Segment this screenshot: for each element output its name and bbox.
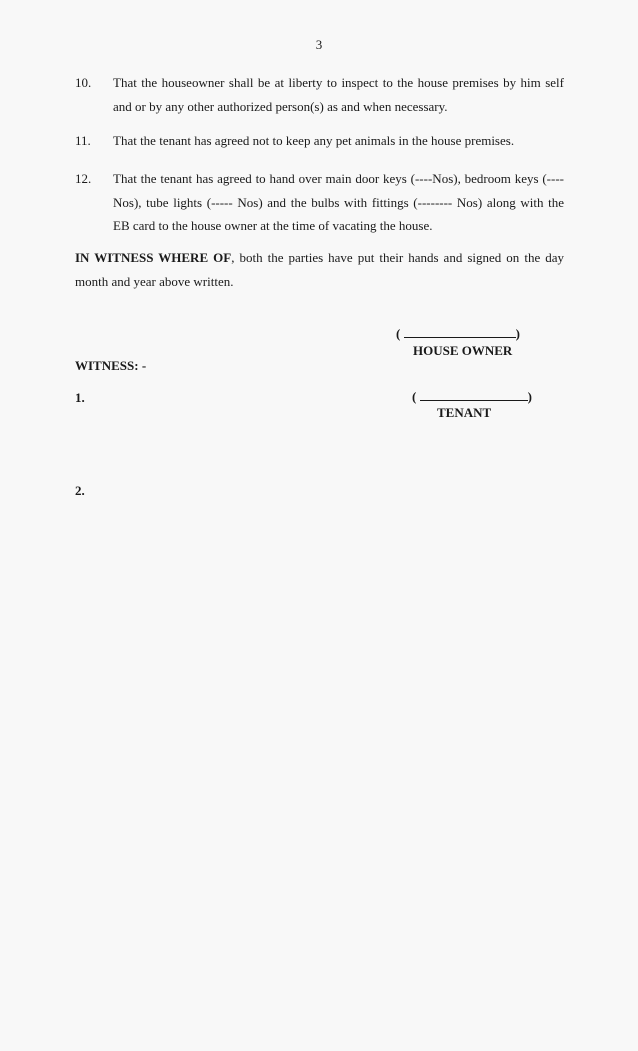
clause-12 (75, 167, 564, 238)
witness-clause-lead: IN WITNESS WHERE OF (75, 250, 232, 265)
clause-number: 11. (75, 133, 91, 148)
clause-10 (75, 71, 564, 118)
clause-text: That the houseowner shall be at liberty to inspect to the house premises by him self and or by any other authorized person(s) as and when necessary. (113, 75, 564, 114)
house-owner-signature-line (396, 326, 520, 342)
witness-clause-rest: , both the parties have put their hands and signed on the day month and year above written. (75, 250, 564, 289)
tenant-label: TENANT (437, 405, 492, 420)
tenant-signature-line (412, 389, 532, 405)
close-paren: ) (527, 389, 532, 404)
open-paren: ( (412, 389, 417, 404)
page-number: 3 (315, 37, 323, 52)
clause-11 (75, 129, 564, 153)
witness-heading: WITNESS: - (75, 358, 147, 373)
house-owner-label: HOUSE OWNER (413, 343, 513, 358)
witness-clause (75, 246, 564, 294)
witness-number-2: 2. (75, 483, 85, 498)
clause-text: That the tenant has agreed to hand over main door keys (----Nos), bedroom keys (---- Nos), tube lights (----- Nos) and the bulbs with fittings (-------- Nos) along with the EB card to the house owner at the time of vacating the house. (113, 171, 564, 233)
open-paren: ( (396, 326, 401, 341)
signature-blank (420, 389, 528, 401)
witness-number-1: 1. (75, 390, 85, 405)
close-paren: ) (515, 326, 520, 341)
clause-text: That the tenant has agreed not to keep any pet animals in the house premises. (113, 133, 515, 148)
signature-blank (404, 326, 516, 338)
clause-number: 10. (75, 75, 92, 90)
clause-number: 12. (75, 171, 92, 186)
